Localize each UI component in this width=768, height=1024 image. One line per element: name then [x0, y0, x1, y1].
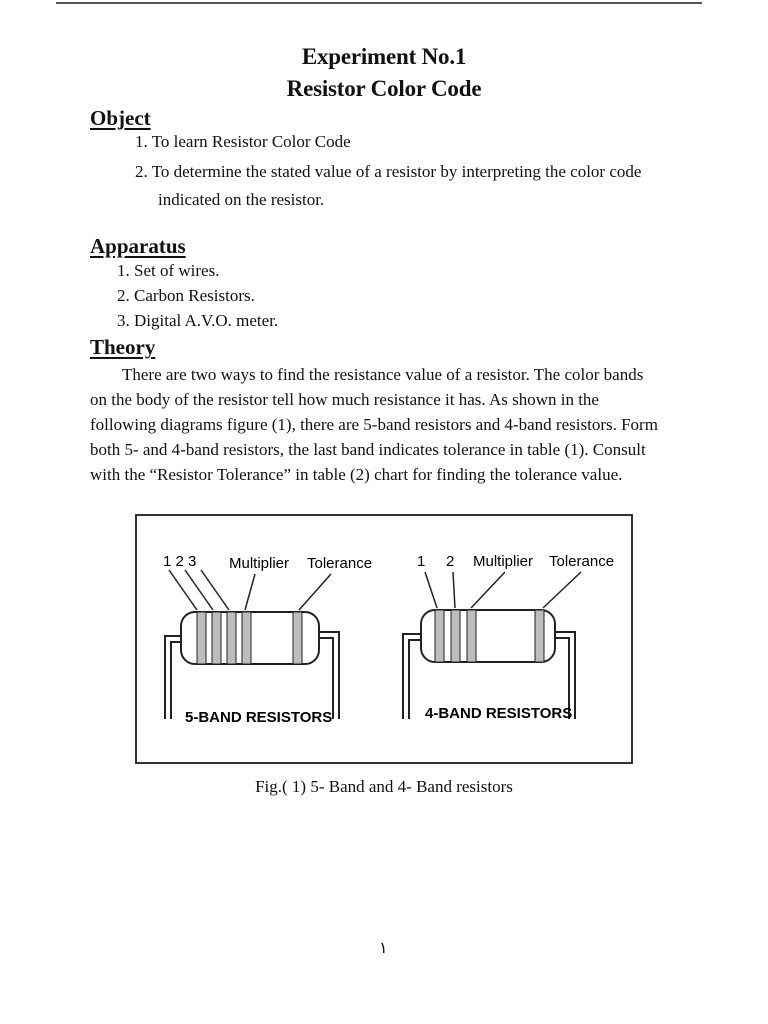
four-band-band-tolerance	[535, 610, 544, 662]
object-item-2: 2. To determine the stated value of a resistor by interpreting the color code	[135, 162, 642, 181]
four-band-band-multiplier	[467, 610, 476, 662]
four-band-label-tolerance: Tolerance	[549, 553, 615, 570]
apparatus-item-2: 2. Carbon Resistors.	[117, 286, 255, 305]
five-band-band-multiplier	[242, 612, 251, 664]
theory-line-5: with the “Resistor Tolerance” in table (2) chart for finding the tolerance value.	[90, 465, 623, 484]
five-band-band-tolerance	[293, 612, 302, 664]
object-item-2-continued: indicated on the resistor.	[158, 190, 325, 209]
apparatus-heading: Apparatus	[90, 234, 186, 258]
theory-heading: Theory	[90, 335, 156, 359]
five-band-band-3	[227, 612, 236, 664]
five-band-band-2	[212, 612, 221, 664]
theory-line-1: There are two ways to find the resistance value of a resistor. The color bands	[122, 365, 644, 384]
resistor-diagram	[135, 514, 633, 764]
theory-line-4: both 5- and 4-band resistors, the last band indicates tolerance in table (1). Consult	[90, 440, 646, 459]
five-band-label-123: 1 2 3	[163, 553, 197, 570]
object-item-1: 1. To learn Resistor Color Code	[135, 132, 351, 151]
page-subtitle: Resistor Color Code	[286, 76, 482, 101]
four-band-caption: 4-BAND RESISTORS	[425, 705, 573, 722]
theory-line-3: following diagrams figure (1), there are 5-band resistors and 4-band resistors. Form	[90, 415, 658, 434]
four-band-band-2	[451, 610, 460, 662]
five-band-label-tolerance: Tolerance	[307, 555, 373, 572]
five-band-label-multiplier: Multiplier	[229, 555, 290, 572]
five-band-band-1	[197, 612, 206, 664]
page-title: Experiment No.1	[301, 44, 467, 69]
theory-paragraph	[90, 362, 680, 487]
page-number: ١	[379, 940, 388, 957]
four-band-label-1: 1	[417, 553, 426, 570]
apparatus-item-1: 1. Set of wires.	[117, 261, 220, 280]
apparatus-item-3: 3. Digital A.V.O. meter.	[117, 311, 279, 330]
top-rule	[56, 2, 702, 4]
four-band-label-2: 2	[446, 553, 455, 570]
four-band-band-1	[435, 610, 444, 662]
object-heading: Object	[90, 106, 151, 130]
five-band-caption: 5-BAND RESISTORS	[185, 709, 333, 726]
four-band-label-multiplier: Multiplier	[473, 553, 534, 570]
theory-line-2: on the body of the resistor tell how much resistance it has. As shown in the	[90, 390, 599, 409]
resistor-figure	[135, 514, 633, 764]
figure-caption: Fig.( 1) 5- Band and 4- Band resistors	[255, 777, 513, 796]
